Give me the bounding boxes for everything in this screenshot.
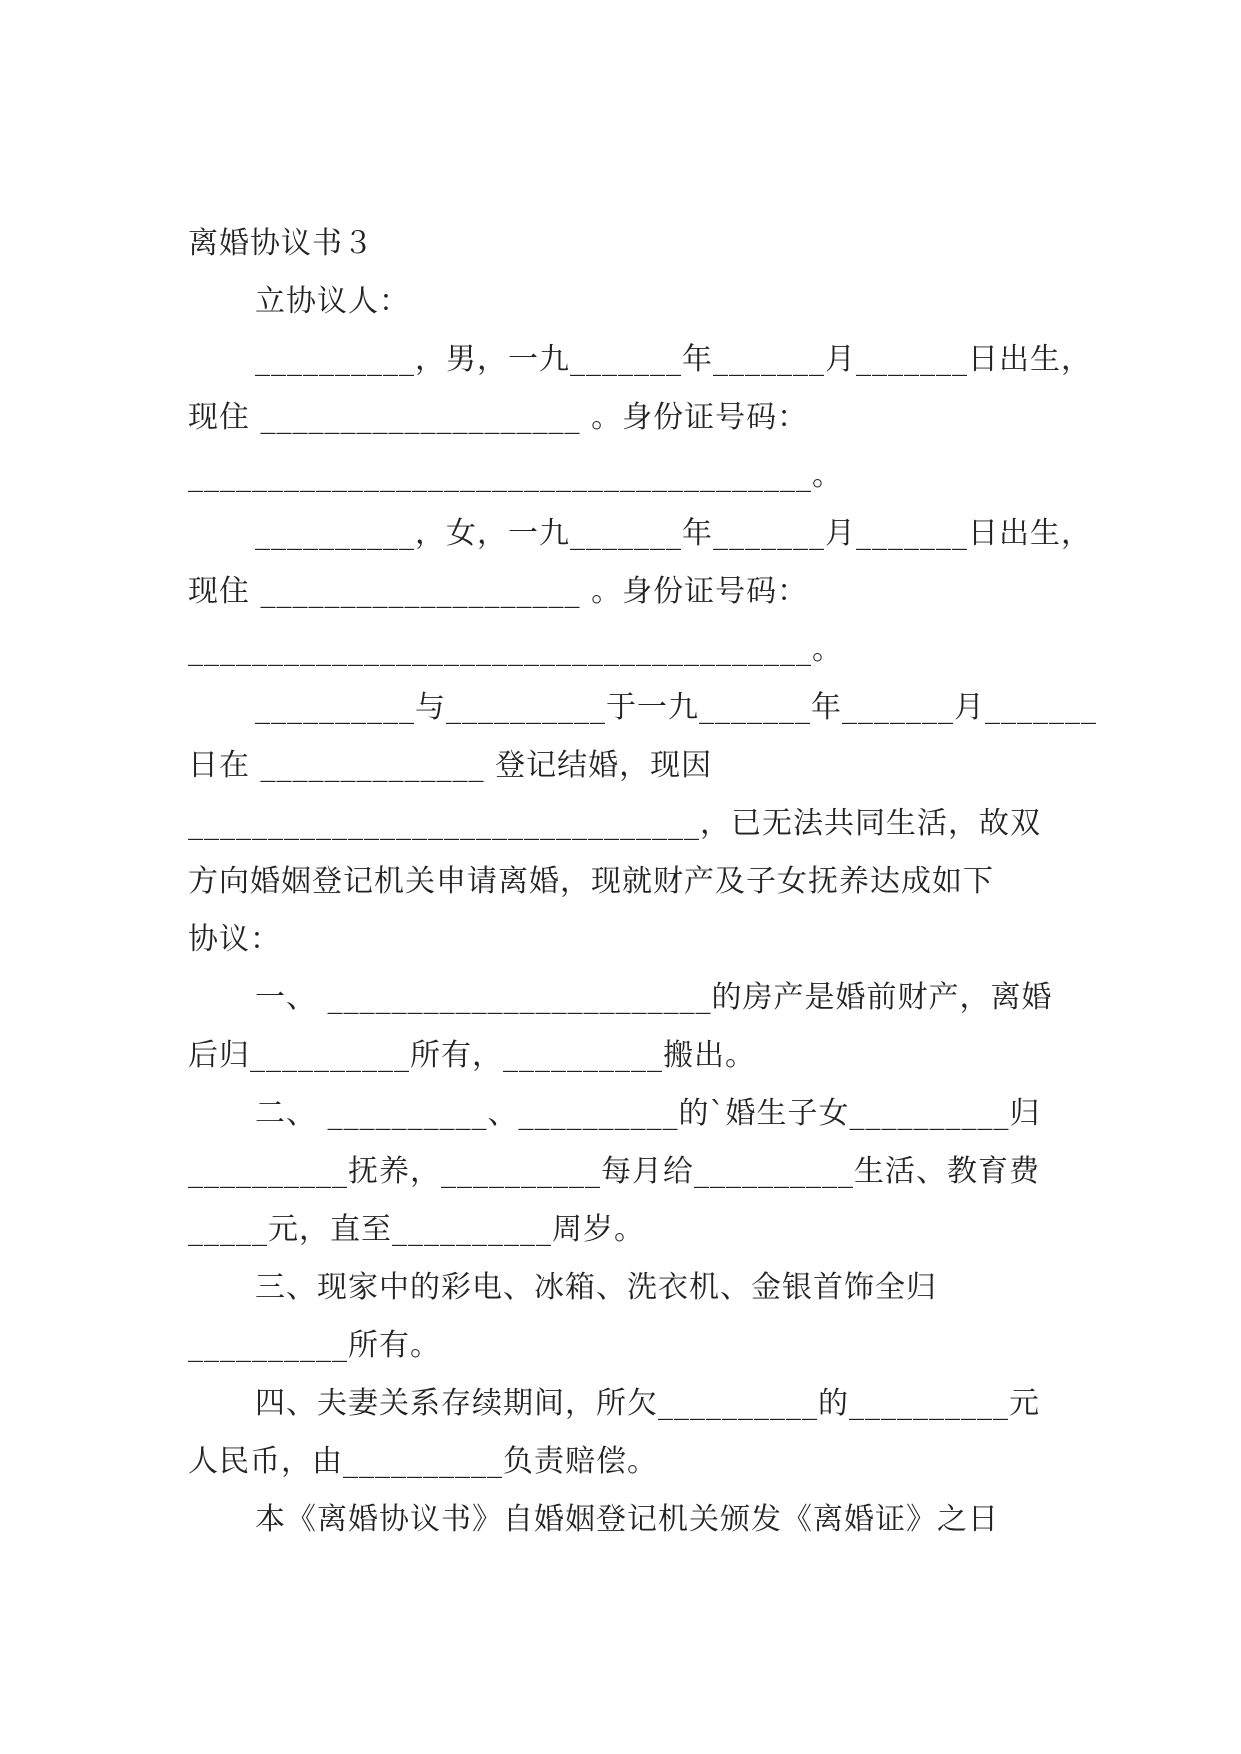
text-line: __________所有。 xyxy=(188,1328,441,1363)
document-title: 离婚协议书３ xyxy=(188,226,374,261)
text-line: 后归__________所有，__________搬出。 xyxy=(188,1038,756,1073)
text-line: __________，女，一九_______年_______月_______日出生， xyxy=(255,516,1092,551)
text-line: 人民币，由__________负责赔偿。 xyxy=(188,1444,658,1479)
text-line: _____元，直至__________周岁。 xyxy=(188,1212,645,1247)
text-line: 日在 ______________ 登记结婚，现因 xyxy=(188,748,713,783)
text-line: 协议： xyxy=(188,922,281,957)
text-line: 一、 ________________________的房产是婚前财产，离婚 xyxy=(255,980,1053,1015)
text-line: 本《离婚协议书》自婚姻登记机关颁发《离婚证》之日 xyxy=(255,1502,999,1537)
text-line: 四、夫妻关系存续期间，所欠__________的__________元 xyxy=(255,1386,1040,1421)
text-line: 立协议人： xyxy=(255,284,410,319)
text-line: 二、 __________、__________的`婚生子女__________归 xyxy=(255,1096,1041,1131)
text-line: 三、现家中的彩电、冰箱、洗衣机、金银首饰全归 xyxy=(255,1270,937,1305)
text-line: 现住 ____________________ 。身份证号码： xyxy=(188,400,809,435)
text-line: 方向婚姻登记机关申请离婚，现就财产及子女抚养达成如下 xyxy=(188,864,994,899)
text-line: __________，男，一九_______年_______月_______日出生， xyxy=(255,342,1092,377)
text-line: ________________________________，已无法共同生活，故双 xyxy=(188,806,1041,841)
text-line: 现住 ____________________ 。身份证号码： xyxy=(188,574,809,609)
text-line: __________抚养，__________每月给__________生活、教育费 xyxy=(188,1154,1040,1189)
text-line: __________与__________于一九_______年_______月_______ xyxy=(255,690,1097,725)
text-line: _______________________________________。 xyxy=(188,632,843,667)
text-line: _______________________________________。 xyxy=(188,458,843,493)
